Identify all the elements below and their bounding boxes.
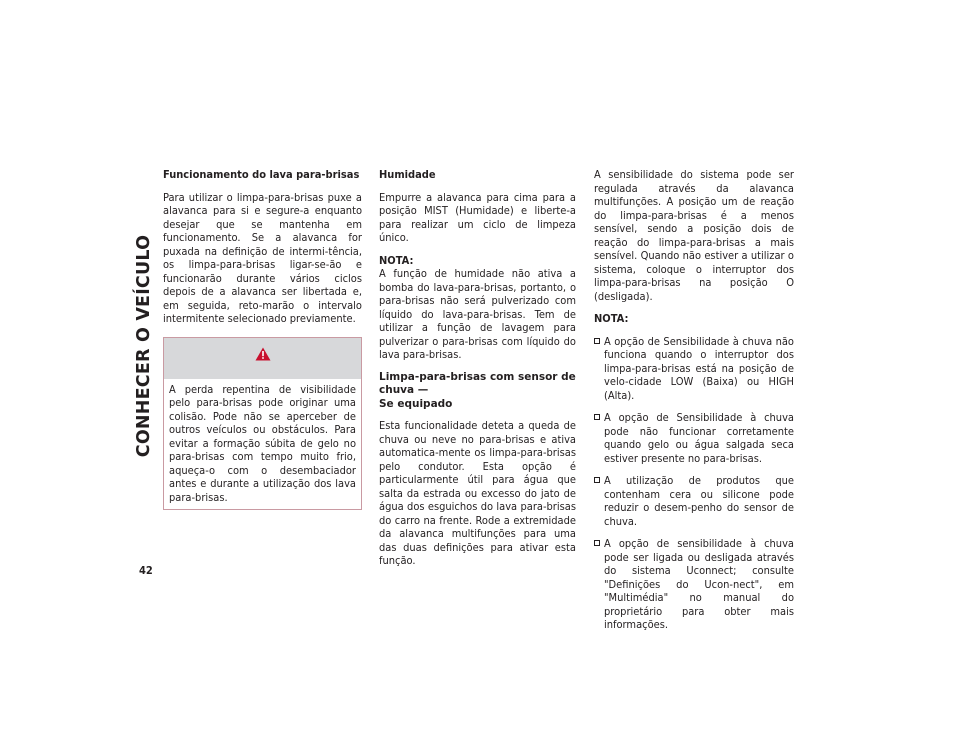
column-3 [594,168,794,641]
square-bullet-icon [594,414,600,420]
square-bullet-icon [594,338,600,344]
section-tab [133,168,155,524]
square-bullet-icon [594,477,600,483]
paragraph-sensitivity: A sensibilidade do sistema pode ser regulada através da alavanca multifunções. A posição um de reação do limpa-para-brisas é a menos sensível, sendo a posição dois de reação do limpa-para-brisas a mais sensível. Quando não estiver a utilizar o sistema, coloque o interruptor dos limpa-para-brisas na posição O (desligada). [594,168,794,303]
note-list [594,335,794,632]
list-item: A opção de sensibilidade à chuva pode ser ligada ou desligada através do sistema Uconnect; consulte "Definições do Ucon-nect", em "Multimédia" no manual do proprietário para obter mais informações. [594,537,794,632]
note-label: NOTA: [379,253,414,267]
heading-washer-operation: Funcionamento do lava para-brisas [163,168,360,181]
list-item: A opção de Sensibilidade à chuva não funciona quando o interruptor dos limpa-para-brisas está na posição de velo-cidade LOW (Baixa) ou HIGH (Alta). [594,335,794,403]
section-tab-label: CONHECER O VEÍCULO [134,234,154,458]
note-label: NOTA: [594,312,629,325]
warning-text: A perda repentina de visibilidade pelo para-brisas pode originar uma colisão. Pode não se aperceber de outros veículos ou obstáculos. Para evitar a formação súbita de gelo no para-brisas com tempo muito frio, aqueça-o com o desembaciador antes e durante a utilização dos lava para-brisas. [169,382,356,504]
heading-rain-sensor [379,371,576,412]
warning-header [164,338,361,379]
paragraph-rain-sensor: Esta funcionalidade deteta a queda de chuva ou neve no para-brisas e ativa automatica-mente os limpa-para-brisas pelo condutor. Esta opção é particularmente útil para água que salta da estrada ou excesso do jato de água dos esguichos do lava para-brisas do carro na frente. Rode a extremidade da alavanca multifunções para uma das duas definições para ativar esta função. [379,419,576,567]
column-2 [379,168,576,568]
paragraph-humidity: Empurre a alavanca para cima para a posição MIST (Humidade) e liberte-a para realizar um ciclo de limpeza único. [379,190,576,244]
column-1 [163,168,362,510]
paragraph-washer-operation: Para utilizar o limpa-para-brisas puxe a alavanca para si e segure-a enquanto desejar que se mantenha em funcionamento. Se a alavanca for puxada na definição de intermi-tência, os limpa-para-brisas ligar-se-ão e funcionarão durante vários ciclos depois de a alavanca ser libertada e, em seguida, reto-marão o intervalo intermitente selecionado previamente. [163,190,362,325]
page-number: 42 [139,564,153,577]
list-item: A utilização de produtos que contenham cera ou silicone pode reduzir o desem-penho do sensor de chuva. [594,474,794,528]
list-item: A opção de Sensibilidade à chuva pode não funcionar corretamente quando gelo ou água salgada seca estiver presente no para-brisas. [594,411,794,465]
heading-rain-sensor-line2: Se equipado [379,397,453,410]
square-bullet-icon [594,540,600,546]
heading-rain-sensor-line1: Limpa-para-brisas com sensor de chuva — [379,370,576,396]
warning-box [163,337,362,511]
note-text: A função de humidade não ativa a bomba do lava-para-brisas, portanto, o para-brisas não será pulverizado com líquido do lava-para-brisas. Tem de utilizar a função de lavagem para pulverizar o para-brisas com líquido do lava para-brisas. [379,267,576,361]
warning-triangle-icon [255,347,271,361]
heading-humidity: Humidade [379,168,436,181]
